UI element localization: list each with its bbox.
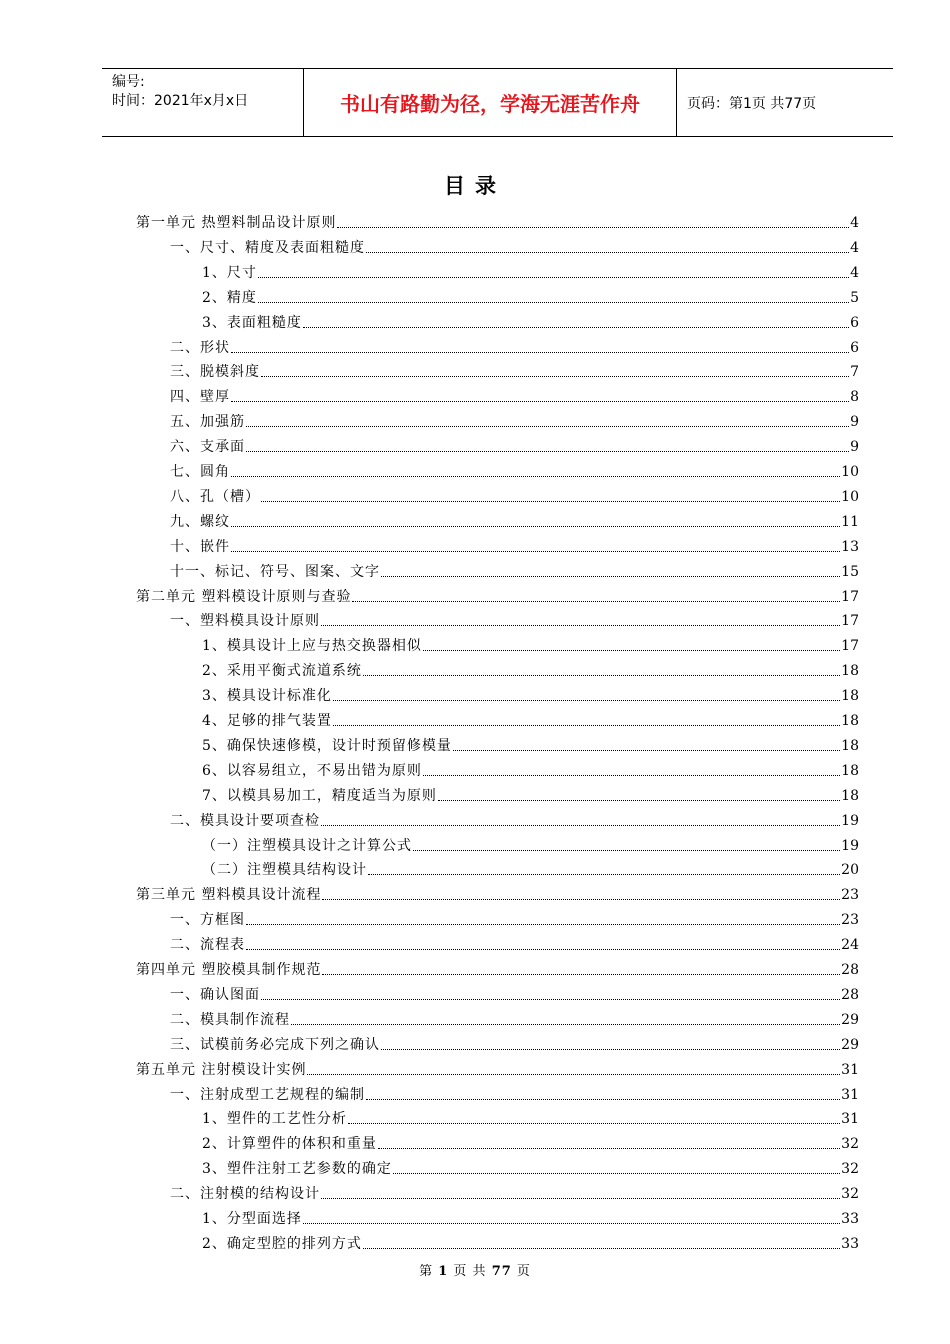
toc-entry[interactable]: [170, 907, 859, 929]
toc-entry-title: 二、模具设计要项查检: [170, 812, 320, 829]
toc-entry[interactable]: [202, 310, 859, 332]
toc-entry-page: 9: [850, 414, 859, 431]
toc-entry-title: 第三单元 塑料模具设计流程: [136, 887, 322, 904]
toc-leader-dots: [246, 949, 840, 950]
toc-entry-title: 2、计算塑件的体积和重量: [202, 1136, 377, 1153]
toc-entry-title: 四、壁厚: [170, 389, 230, 406]
toc-entry-title: 第一单元 热塑料制品设计原则: [136, 215, 337, 231]
toc-entry-page: 17: [841, 638, 859, 655]
toc-leader-dots: [381, 1049, 840, 1050]
toc-entry-title: 三、脱模斜度: [170, 364, 260, 381]
toc-leader-dots: [321, 625, 840, 626]
toc-leader-dots: [261, 376, 849, 377]
toc-entry-page: 7: [850, 364, 859, 381]
toc-entry[interactable]: [170, 409, 859, 431]
toc-entry-page: 29: [841, 1011, 859, 1028]
toc-entry-title: 1、尺寸: [202, 264, 257, 281]
toc-entry-title: 一、注射成型工艺规程的编制: [170, 1086, 365, 1103]
toc-entry[interactable]: [202, 758, 859, 780]
toc-leader-dots: [321, 825, 840, 826]
toc-entry-page: 13: [841, 538, 859, 555]
toc-entry-page: 23: [841, 887, 859, 904]
toc-entry-page: 4: [850, 239, 859, 256]
toc-entry-page: 19: [841, 812, 859, 829]
page-header: [102, 68, 893, 137]
page-label: 页码：第1页 共77页: [687, 95, 817, 112]
toc-entry[interactable]: [170, 335, 859, 357]
toc-leader-dots: [322, 899, 840, 900]
toc-entry-page: 19: [841, 837, 859, 854]
toc-entry-page: 17: [841, 613, 859, 630]
toc-leader-dots: [246, 924, 840, 925]
toc-entry[interactable]: [170, 608, 859, 630]
toc-leader-dots: [381, 576, 840, 577]
toc-entry[interactable]: [202, 285, 859, 307]
toc-entry[interactable]: [170, 559, 859, 581]
page-footer: [0, 1260, 950, 1279]
toc-entry[interactable]: [202, 1156, 859, 1178]
toc-leader-dots: [307, 1074, 840, 1075]
toc-entry-title: 一、确认图面: [170, 986, 260, 1003]
toc-entry-title: 2、采用平衡式流道系统: [202, 663, 362, 680]
toc-entry-page: 33: [841, 1235, 859, 1252]
toc-leader-dots: [246, 451, 849, 452]
toc-entry-title: （一）注塑模具设计之计算公式: [202, 837, 412, 854]
toc-leader-dots: [366, 1099, 840, 1100]
toc-entry-page: 18: [841, 737, 859, 754]
footer-current-page: 1: [438, 1264, 449, 1279]
toc-leader-dots: [348, 1123, 840, 1124]
toc-entry-page: 24: [841, 937, 859, 954]
toc-entry[interactable]: [202, 260, 859, 282]
toc-entry-title: （二）注塑模具结构设计: [202, 862, 367, 879]
toc-entry-page: 18: [841, 663, 859, 680]
toc-leader-dots: [231, 401, 849, 402]
toc-entry-page: 5: [850, 289, 859, 306]
toc-entry-title: 六、支承面: [170, 439, 245, 456]
toc-leader-dots: [438, 800, 840, 801]
toc-entry-title: 二、流程表: [170, 937, 245, 954]
toc-entry-page: 31: [841, 1086, 859, 1103]
toc-leader-dots: [258, 277, 849, 278]
toc-entry-title: 3、模具设计标准化: [202, 688, 332, 705]
toc-entry-page: 9: [850, 439, 859, 456]
toc-entry-title: 一、塑料模具设计原则: [170, 613, 320, 630]
toc-entry[interactable]: [170, 932, 859, 954]
toc-entry-title: 七、圆角: [170, 464, 230, 480]
toc-leader-dots: [291, 1024, 840, 1025]
toc-leader-dots: [258, 302, 849, 303]
toc-entry[interactable]: [170, 808, 859, 830]
toc-leader-dots: [378, 1148, 840, 1149]
toc-entry-page: 33: [841, 1211, 859, 1227]
toc-leader-dots: [261, 999, 840, 1000]
toc-entry[interactable]: [170, 1007, 859, 1029]
toc-entry[interactable]: [170, 484, 859, 506]
toc-entry-page: 17: [841, 588, 859, 605]
toc-entry-title: 7、以模具易加工，精度适当为原则: [202, 787, 437, 804]
toc-entry-title: 1、塑件的工艺性分析: [202, 1111, 347, 1128]
toc-leader-dots: [231, 526, 840, 527]
toc-entry-title: 九、螺纹: [170, 513, 230, 530]
toc-leader-dots: [333, 700, 840, 701]
toc-entry[interactable]: [170, 1181, 859, 1203]
toc-entry[interactable]: [202, 683, 859, 705]
toc-leader-dots: [333, 725, 840, 726]
toc-entry[interactable]: [202, 1106, 859, 1128]
toc-entry[interactable]: [170, 459, 859, 481]
toc-entry[interactable]: [202, 658, 859, 680]
toc-leader-dots: [363, 675, 840, 676]
toc-entry-title: 三、试模前务必完成下列之确认: [170, 1036, 380, 1053]
toc-entry-page: 28: [841, 962, 859, 978]
toc-leader-dots: [413, 850, 840, 851]
toc-entry-title: 十一、标记、符号、图案、文字: [170, 563, 380, 580]
toc-entry-page: 6: [850, 339, 859, 356]
toc-leader-dots: [368, 874, 840, 875]
toc-leader-dots: [393, 1173, 840, 1174]
toc-entry[interactable]: [202, 833, 859, 855]
footer-middle: 页 共: [453, 1264, 487, 1279]
toc-leader-dots: [231, 476, 840, 477]
header-meta: [102, 69, 303, 136]
toc-leader-dots: [453, 750, 840, 751]
toc-entry-page: 18: [841, 688, 859, 705]
toc-entry-page: 8: [850, 389, 859, 406]
toc-entry[interactable]: [170, 384, 859, 406]
toc-entry[interactable]: [170, 534, 859, 556]
toc-entry-page: 18: [841, 762, 859, 779]
footer-suffix: 页: [516, 1264, 531, 1279]
toc-entry[interactable]: [170, 434, 859, 456]
toc-leader-dots: [423, 775, 840, 776]
toc-entry-page: 10: [841, 488, 859, 505]
toc-entry-title: 第五单元 注射模设计实例: [136, 1061, 307, 1078]
toc-entry-page: 32: [841, 1186, 859, 1203]
toc-entry[interactable]: [202, 733, 859, 755]
toc-entry-page: 18: [841, 787, 859, 804]
toc-leader-dots: [303, 1223, 840, 1224]
toc-entry-title: 五、加强筋: [170, 414, 245, 431]
toc-entry-page: 28: [841, 986, 859, 1003]
toc-leader-dots: [366, 252, 849, 253]
toc-entry[interactable]: [202, 1231, 859, 1253]
toc-entry-title: 二、模具制作流程: [170, 1011, 290, 1028]
toc-entry-title: 2、精度: [202, 289, 257, 306]
toc-entry-page: 31: [841, 1061, 859, 1078]
toc-entry-page: 4: [850, 264, 859, 281]
toc-leader-dots: [246, 426, 849, 427]
toc-entry-title: 3、表面粗糙度: [202, 314, 302, 331]
toc-entry-page: 32: [841, 1136, 859, 1153]
page-title: 目录: [444, 174, 506, 198]
toc-entry-title: 第四单元 塑胶模具制作规范: [136, 962, 322, 978]
toc-entry[interactable]: [170, 982, 859, 1004]
toc-entry[interactable]: [202, 1131, 859, 1153]
toc-entry[interactable]: [202, 783, 859, 805]
toc-entry-page: 32: [841, 1161, 859, 1178]
toc-entry-title: 6、以容易组立，不易出错为原则: [202, 762, 422, 779]
toc-entry-page: 6: [850, 314, 859, 331]
toc-entry[interactable]: [136, 957, 859, 979]
toc-entry[interactable]: [170, 235, 859, 257]
toc-entry[interactable]: [202, 708, 859, 730]
toc-leader-dots: [321, 1198, 840, 1199]
toc-entry[interactable]: [202, 1206, 859, 1228]
toc-entry-title: 1、分型面选择: [202, 1211, 302, 1227]
toc-entry[interactable]: [202, 633, 859, 655]
toc-entry-page: 11: [841, 513, 859, 530]
motto: 书山有路勤为径，学海无涯苦作舟: [303, 69, 677, 136]
toc-leader-dots: [363, 1248, 840, 1249]
toc-entry[interactable]: [136, 882, 859, 904]
toc-leader-dots: [337, 227, 849, 228]
toc-entry-page: 4: [850, 215, 859, 231]
toc-leader-dots: [303, 327, 849, 328]
toc-entry[interactable]: [136, 210, 859, 232]
footer-total-pages: 77: [491, 1264, 512, 1279]
toc-entry-title: 第二单元 塑料模设计原则与查验: [136, 588, 352, 605]
toc-entry-title: 一、尺寸、精度及表面粗糙度: [170, 239, 365, 256]
toc-entry-title: 1、模具设计上应与热交换器相似: [202, 638, 422, 655]
toc-entry-title: 二、注射模的结构设计: [170, 1186, 320, 1203]
toc-leader-dots: [352, 601, 840, 602]
toc-leader-dots: [231, 352, 849, 353]
toc-entry-title: 八、孔（槽）: [170, 488, 260, 505]
toc-entry[interactable]: [170, 359, 859, 381]
number-label: 编号:: [112, 74, 145, 90]
toc-entry[interactable]: [170, 1032, 859, 1054]
toc-entry-page: 31: [841, 1111, 859, 1128]
toc-entry[interactable]: [202, 857, 859, 879]
toc-entry-page: 15: [841, 563, 859, 580]
toc-entry[interactable]: [170, 1082, 859, 1104]
toc-entry-title: 5、确保快速修模，设计时预留修模量: [202, 737, 452, 754]
toc-leader-dots: [261, 501, 840, 502]
toc-entry[interactable]: [170, 509, 859, 531]
toc-entry-title: 十、嵌件: [170, 538, 230, 555]
toc-entry-page: 10: [841, 464, 859, 480]
toc-entry-title: 二、形状: [170, 339, 230, 356]
toc-entry[interactable]: [136, 1057, 859, 1079]
toc-entry-title: 一、方框图: [170, 912, 245, 929]
toc-entry-page: 29: [841, 1036, 859, 1053]
toc-entry-page: 23: [841, 912, 859, 929]
toc-leader-dots: [231, 551, 840, 552]
date-label: 时间：2021年x月x日: [112, 93, 249, 109]
toc-entry-page: 20: [841, 862, 859, 879]
toc-leader-dots: [322, 974, 840, 975]
footer-prefix: 第: [419, 1264, 434, 1279]
toc-entry[interactable]: [136, 584, 859, 606]
toc-entry-title: 4、足够的排气装置: [202, 713, 332, 729]
toc-entry-title: 3、塑件注射工艺参数的确定: [202, 1161, 392, 1178]
toc-entry-page: 18: [841, 713, 859, 729]
toc-leader-dots: [423, 650, 840, 651]
toc-entry-title: 2、确定型腔的排列方式: [202, 1235, 362, 1252]
